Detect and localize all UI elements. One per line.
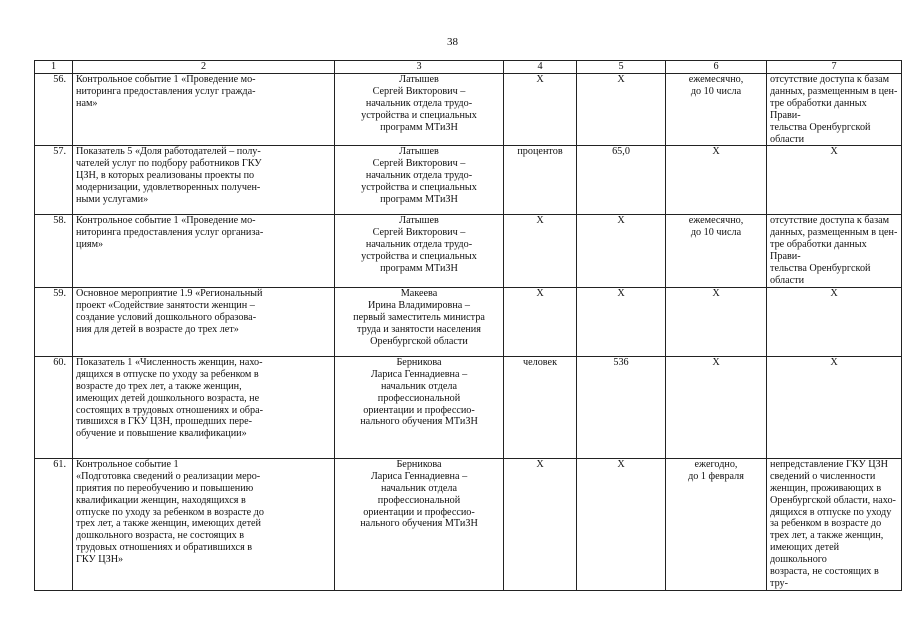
col-header-3: 3 — [335, 61, 504, 74]
col-header-7: 7 — [767, 61, 902, 74]
table-row — [35, 356, 902, 458]
table-row — [35, 287, 902, 356]
periodicity: Х — [666, 356, 767, 458]
periodicity: ежемесячно, до 10 числа — [666, 74, 767, 146]
risk-reason: Х — [767, 287, 902, 356]
table-row — [35, 458, 902, 590]
risk-reason: Х — [767, 146, 902, 215]
table-row — [35, 215, 902, 287]
table-row — [35, 74, 902, 146]
value: Х — [577, 287, 666, 356]
unit: Х — [504, 215, 577, 287]
periodicity: Х — [666, 287, 767, 356]
unit: Х — [504, 74, 577, 146]
event-name: Контрольное событие 1 «Проведение мо- ниторинга предоставления услуг гражда- нам» — [73, 74, 335, 146]
responsible-person: Макеева Ирина Владимировна – первый заместитель министра труда и занятости населения Оренбургской области — [335, 287, 504, 356]
responsible-person: Берникова Лариса Геннадиевна – начальник отдела профессиональной ориентации и профессио- нального обучения МТиЗН — [335, 356, 504, 458]
unit: человек — [504, 356, 577, 458]
value: Х — [577, 74, 666, 146]
col-header-4: 4 — [504, 61, 577, 74]
risk-reason: непредставление ГКУ ЦЗН сведений о численности женщин, проживающих в Оренбургской области, нахо- дящихся в отпуске по уходу за ребенком в возрасте до трех лет, а также женщин, имеющих детей дошкольного возраста, не состоящих в тру- — [767, 458, 902, 590]
periodicity: ежемесячно, до 10 числа — [666, 215, 767, 287]
periodicity: ежегодно, до 1 февраля — [666, 458, 767, 590]
col-header-1: 1 — [35, 61, 73, 74]
value: Х — [577, 215, 666, 287]
control-events-table — [34, 60, 902, 591]
unit: процентов — [504, 146, 577, 215]
value: Х — [577, 458, 666, 590]
table-row — [35, 146, 902, 215]
responsible-person: Латышев Сергей Викторович – начальник отдела трудо- устройства и специальных программ МТиЗН — [335, 74, 504, 146]
event-name: Контрольное событие 1 «Проведение мо- ниторинга предоставления услуг организа- циям» — [73, 215, 335, 287]
risk-reason: Х — [767, 356, 902, 458]
unit: Х — [504, 458, 577, 590]
col-header-6: 6 — [666, 61, 767, 74]
row-number: 59. — [35, 287, 73, 356]
responsible-person: Латышев Сергей Викторович – начальник отдела трудо- устройства и специальных программ МТиЗН — [335, 146, 504, 215]
row-number: 60. — [35, 356, 73, 458]
periodicity: Х — [666, 146, 767, 215]
page-number: 38 — [447, 36, 458, 48]
row-number: 56. — [35, 74, 73, 146]
value: 65,0 — [577, 146, 666, 215]
row-number: 61. — [35, 458, 73, 590]
risk-reason: отсутствие доступа к базам данных, размещенным в цен- тре обработки данных Прави- тельства Оренбургской области — [767, 215, 902, 287]
responsible-person: Латышев Сергей Викторович – начальник отдела трудо- устройства и специальных программ МТиЗН — [335, 215, 504, 287]
event-name: Основное мероприятие 1.9 «Региональный проект «Содействие занятости женщин – создание условий дошкольного образова- ния для детей в возрасте до трех лет» — [73, 287, 335, 356]
row-number: 57. — [35, 146, 73, 215]
event-name: Показатель 1 «Численность женщин, нахо- дящихся в отпуске по уходу за ребенком в возрасте до трех лет, а также женщин, имеющих детей дошкольного возраста, не состоящих в трудовых отношениях и обра- тившихся в ГКУ ЦЗН, прошедших пере- обучение и повышение квалификации» — [73, 356, 335, 458]
col-header-2: 2 — [73, 61, 335, 74]
unit: Х — [504, 287, 577, 356]
risk-reason: отсутствие доступа к базам данных, размещенным в цен- тре обработки данных Прави- тельства Оренбургской области — [767, 74, 902, 146]
table-header-row — [35, 61, 902, 74]
responsible-person: Берникова Лариса Геннадиевна – начальник отдела профессиональной ориентации и профессио- нального обучения МТиЗН — [335, 458, 504, 590]
value: 536 — [577, 356, 666, 458]
row-number: 58. — [35, 215, 73, 287]
event-name: Контрольное событие 1 «Подготовка сведений о реализации меро- приятия по переобучению и повышению квалификации женщин, находящихся в отпуске по уходу за ребенком в возрасте до трех лет, а также женщин, имеющих детей дошкольного возраста, не состоящих в трудовых отношениях и обратившихся в ГКУ ЦЗН» — [73, 458, 335, 590]
event-name: Показатель 5 «Доля работодателей – полу- чателей услуг по подбору работников ГКУ ЦЗН, в которых реализованы проекты по модернизации, удовлетворенных получен- ными услугами» — [73, 146, 335, 215]
col-header-5: 5 — [577, 61, 666, 74]
